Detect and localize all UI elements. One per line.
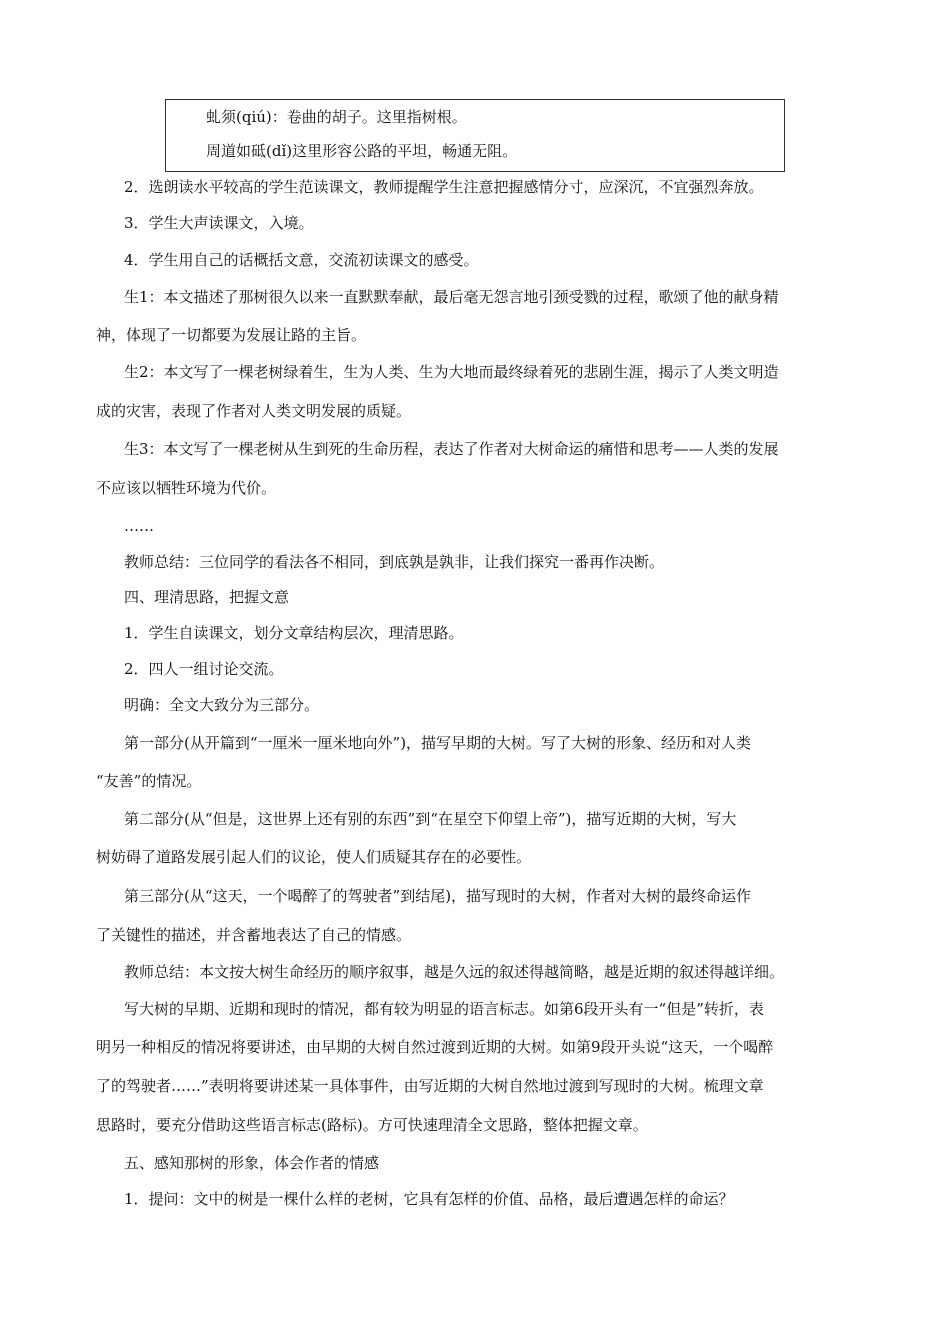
glossary-box bbox=[165, 99, 785, 172]
paragraph-line: 了的驾驶者……”表明将要讲述某一具体事件，由写近期的大树自然地过渡到写现时的大树。梳理文章 bbox=[96, 1077, 764, 1095]
paragraph-line: …… bbox=[124, 517, 154, 535]
paragraph-line: 了关键性的描述，并含蓄地表达了自己的情感。 bbox=[96, 926, 412, 944]
paragraph-line: 成的灾害，表现了作者对人类文明发展的质疑。 bbox=[96, 402, 412, 420]
paragraph-line: 教师总结：三位同学的看法各不相同，到底孰是孰非，让我们探究一番再作决断。 bbox=[124, 553, 665, 571]
paragraph-line: 生1：本文描述了那树很久以来一直默默奉献，最后毫无怨言地引颈受戮的过程，歌颂了他的献身精 bbox=[124, 288, 779, 306]
paragraph-line: 1．提问：文中的树是一棵什么样的老树，它具有怎样的价值、品格，最后遭遇怎样的命运？ bbox=[124, 1190, 734, 1208]
section-heading: 四、理清思路，把握文意 bbox=[124, 588, 290, 606]
paragraph-line: 教师总结：本文按大树生命经历的顺序叙事，越是久远的叙述得越简略，越是近期的叙述得越详细。 bbox=[124, 963, 785, 981]
paragraph-line: 2．四人一组讨论交流。 bbox=[124, 660, 284, 678]
paragraph-line: 神，体现了一切都要为发展让路的主旨。 bbox=[96, 326, 367, 344]
glossary-entry-zhoudao: 周道如砥(dǐ)这里形容公路的平坦，畅通无阻。 bbox=[206, 142, 518, 160]
paragraph-line: 生3：本文写了一棵老树从生到死的生命历程，表达了作者对大树命运的痛惜和思考——人类的发展 bbox=[124, 440, 779, 458]
paragraph-line: 写大树的早期、近期和现时的情况，都有较为明显的语言标志。如第6段开头有一“但是”转折，表 bbox=[124, 1000, 764, 1018]
paragraph-line: 第二部分(从“但是，这世界上还有别的东西”到“在星空下仰望上帝”)，描写近期的大树，写大 bbox=[124, 810, 737, 828]
paragraph-line: 4．学生用自己的话概括文意，交流初读课文的感受。 bbox=[124, 251, 479, 269]
paragraph-line: 3．学生大声读课文，入境。 bbox=[124, 214, 314, 232]
paragraph-line: 明确：全文大致分为三部分。 bbox=[124, 696, 320, 714]
paragraph-line: 思路时，要充分借助这些语言标志(路标)。方可快速理清全文思路，整体把握文章。 bbox=[96, 1116, 648, 1134]
paragraph-line: 明另一种相反的情况将要讲述，由早期的大树自然过渡到近期的大树。如第9段开头说“这天，一个喝醉 bbox=[96, 1038, 774, 1056]
glossary-entry-qiuxu: 虬须(qiú)：卷曲的胡子。这里指树根。 bbox=[206, 108, 467, 126]
paragraph-line: “友善”的情况。 bbox=[96, 772, 202, 790]
paragraph-line: 1．学生自读课文，划分文章结构层次，理清思路。 bbox=[124, 624, 464, 642]
paragraph-line: 树妨碍了道路发展引起人们的议论，使人们质疑其存在的必要性。 bbox=[96, 848, 532, 866]
section-heading: 五、感知那树的形象，体会作者的情感 bbox=[124, 1154, 380, 1172]
paragraph-line: 生2：本文写了一棵老树绿着生，生为人类、生为大地而最终绿着死的悲剧生涯，揭示了人类文明造 bbox=[124, 363, 779, 381]
paragraph-line: 2．选朗读水平较高的学生范读课文，教师提醒学生注意把握感情分寸，应深沉，不宜强烈奔放。 bbox=[124, 178, 764, 196]
paragraph-line: 第三部分(从“这天，一个喝醉了的驾驶者”到结尾)，描写现时的大树，作者对大树的最终命运作 bbox=[124, 887, 752, 905]
paragraph-line: 不应该以牺牲环境为代价。 bbox=[96, 479, 277, 497]
paragraph-line: 第一部分(从开篇到“一厘米一厘米地向外”)，描写早期的大树。写了大树的形象、经历和对人类 bbox=[124, 734, 752, 752]
